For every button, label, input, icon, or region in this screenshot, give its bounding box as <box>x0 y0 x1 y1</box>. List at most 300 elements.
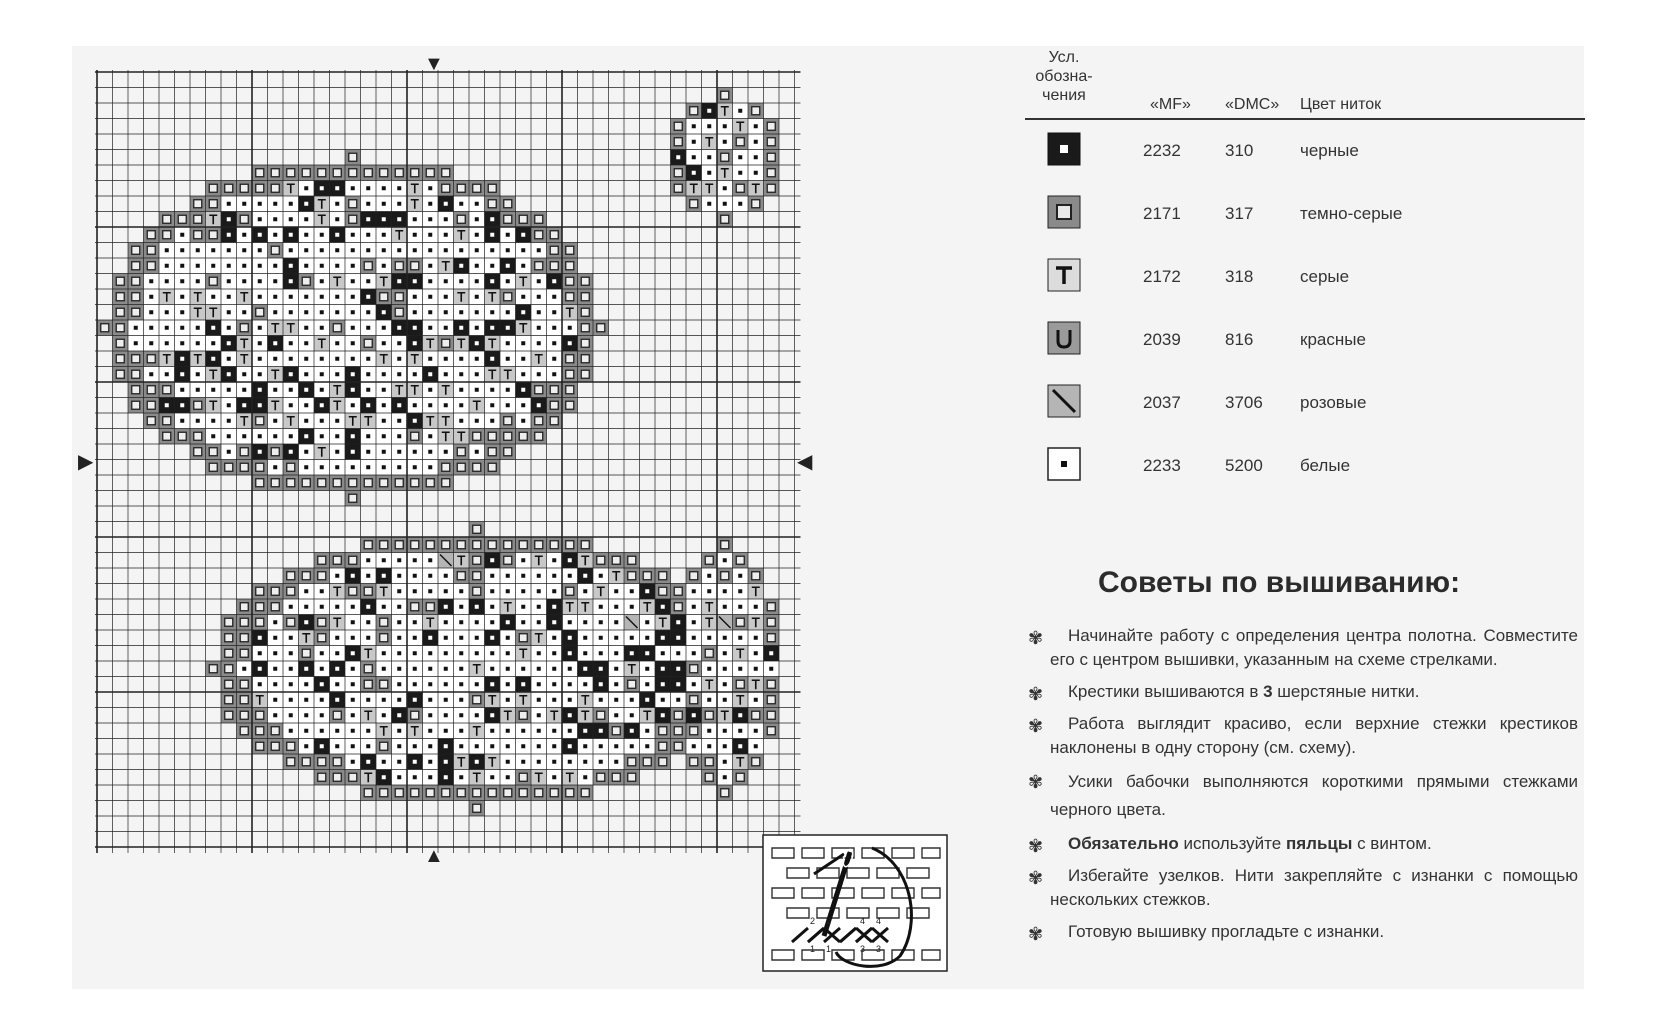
stitch-mark <box>318 634 326 642</box>
stitch-mark <box>318 773 326 781</box>
stitch-mark <box>320 310 324 314</box>
stitch-mark <box>240 649 248 657</box>
stitch-mark <box>568 651 572 655</box>
stitch-mark <box>411 479 419 487</box>
stitch-mark <box>273 682 277 686</box>
black-square-icon <box>1047 132 1081 166</box>
stitch-mark <box>723 775 727 779</box>
stitch-mark <box>351 248 355 252</box>
stitch-mark <box>273 388 277 392</box>
stitch-mark <box>304 248 308 252</box>
stitch-mark <box>227 310 231 314</box>
stitch-mark <box>382 434 386 438</box>
stitch-mark <box>614 636 618 640</box>
stitch-mark <box>473 525 481 533</box>
stitch-mark <box>457 789 465 797</box>
stitch-mark <box>225 634 233 642</box>
stitch-mark <box>661 636 665 640</box>
stitch-mark <box>674 122 682 130</box>
stitch-mark <box>320 729 324 733</box>
stitch-mark <box>211 434 215 438</box>
stitch-mark <box>289 667 293 671</box>
stitch-mark <box>351 713 355 717</box>
stitch-mark <box>583 760 587 764</box>
stitch-mark <box>444 651 448 655</box>
stitch-mark <box>552 295 556 299</box>
stitch-mark <box>271 184 279 192</box>
stitch-mark <box>459 419 463 423</box>
stitch-mark <box>289 248 293 252</box>
stitch-mark <box>444 372 448 376</box>
stitch-mark <box>705 556 713 564</box>
tip-item <box>1028 624 1578 672</box>
stitch-mark <box>676 620 680 624</box>
stitch-mark <box>227 248 231 252</box>
stitch-mark <box>320 713 324 717</box>
stitch-mark <box>444 357 448 361</box>
stitch-mark <box>227 434 231 438</box>
stitch-mark <box>707 589 711 593</box>
stitch-mark <box>705 711 713 719</box>
stitch-mark <box>490 248 494 252</box>
stitch-mark <box>444 589 448 593</box>
stitch-mark <box>335 450 339 454</box>
tip-item <box>1028 768 1578 824</box>
stitch-mark <box>209 665 217 673</box>
stitch-mark <box>738 202 742 206</box>
stitch-mark <box>273 264 277 268</box>
stitch-mark <box>581 293 589 301</box>
stitch-mark <box>413 419 417 423</box>
stitch-mark <box>242 233 246 237</box>
stitch-mark <box>473 556 481 564</box>
stitch-mark <box>397 574 401 578</box>
stitch-mark <box>459 713 463 717</box>
stitch-mark <box>690 572 698 580</box>
stitch-mark <box>395 789 403 797</box>
stitch-mark <box>304 264 308 268</box>
stitch-mark <box>397 698 401 702</box>
stitch-mark <box>289 202 293 206</box>
stitch-mark <box>550 401 558 409</box>
stitch-mark <box>318 479 326 487</box>
stitch-mark <box>767 138 775 146</box>
stitch-mark <box>240 727 248 735</box>
stitch-mark <box>754 729 758 733</box>
stitch-mark <box>132 308 140 316</box>
stitch-mark <box>413 233 417 237</box>
stitch-mark <box>227 403 231 407</box>
stitch-mark <box>366 388 370 392</box>
legend-dmc: 5200 <box>1225 456 1263 475</box>
stitch-mark <box>506 667 510 671</box>
stitch-mark <box>256 727 264 735</box>
stitch-mark <box>351 279 355 283</box>
stitch-mark <box>444 279 448 283</box>
stitch-mark <box>599 760 603 764</box>
stitch-mark <box>723 140 727 144</box>
tip-text: Крестики вышиваются в 3 шерстяные нитки. <box>1068 682 1420 701</box>
stitch-mark <box>349 215 357 223</box>
stitch-mark <box>552 605 556 609</box>
stitch-mark <box>397 202 401 206</box>
stitch-mark <box>428 264 432 268</box>
stitch-mark <box>506 574 510 578</box>
stitch-mark <box>767 184 775 192</box>
stitch-mark <box>521 310 525 314</box>
stitch-mark <box>752 711 760 719</box>
stitch-mark <box>473 587 481 595</box>
stitch-mark <box>397 775 401 779</box>
chart-grid <box>95 70 815 870</box>
stitch-mark <box>459 605 463 609</box>
stitch-mark <box>552 589 556 593</box>
stitch-mark <box>583 775 587 779</box>
stitch-mark <box>674 742 682 750</box>
stitch-mark <box>366 295 370 299</box>
stitch-mark <box>320 295 324 299</box>
stitch-mark <box>382 574 386 578</box>
stitch-mark <box>304 310 308 314</box>
stitch-mark <box>351 264 355 268</box>
stitch-mark <box>490 729 494 733</box>
stitch-mark <box>723 667 727 671</box>
stitch-mark <box>180 248 184 252</box>
stitch-mark <box>550 246 558 254</box>
stitch-mark <box>444 620 448 624</box>
stitch-mark <box>674 138 682 146</box>
stitch-mark <box>614 589 618 593</box>
stitch-mark <box>490 589 494 593</box>
stitch-mark <box>289 713 293 717</box>
stitch-mark <box>351 310 355 314</box>
stitch-mark <box>413 450 417 454</box>
u-symbol-icon <box>1047 321 1081 355</box>
stitch-mark <box>506 357 510 361</box>
stitch-mark <box>413 682 417 686</box>
stitch-mark <box>473 463 481 471</box>
stitch-mark <box>692 589 696 593</box>
stitch-mark <box>444 760 448 764</box>
stitch-mark <box>242 388 246 392</box>
stitch-mark <box>537 667 541 671</box>
stitch-mark <box>628 572 636 580</box>
stitch-mark <box>444 202 448 206</box>
stitch-mark <box>116 355 124 363</box>
stitch-mark <box>304 667 308 671</box>
stitch-mark <box>442 463 450 471</box>
stitch-mark <box>537 341 541 345</box>
stitch-mark <box>692 713 696 717</box>
stitch-mark <box>643 572 651 580</box>
stitch-mark <box>289 310 293 314</box>
stitch-mark <box>351 388 355 392</box>
stitch-mark <box>738 636 742 640</box>
stitch-mark <box>397 248 401 252</box>
stitch-mark <box>645 589 649 593</box>
stitch-mark <box>488 463 496 471</box>
stitch-mark <box>428 636 432 640</box>
stitch-mark <box>163 386 171 394</box>
stitch-mark <box>382 341 386 345</box>
stitch-mark <box>475 202 479 206</box>
stitch-mark <box>395 479 403 487</box>
stitch-mark <box>364 789 372 797</box>
stitch-mark <box>612 556 620 564</box>
stitch-mark <box>521 682 525 686</box>
stitch-mark <box>163 231 171 239</box>
stitch-mark <box>242 264 246 268</box>
stitch-mark <box>736 184 744 192</box>
stitch-mark <box>428 186 432 190</box>
stitch-mark <box>242 434 246 438</box>
stitch-mark <box>473 432 481 440</box>
stitch-mark <box>614 667 618 671</box>
legend-header-symbol: Усл. обозна- чения <box>1035 49 1093 104</box>
stitch-mark <box>537 682 541 686</box>
stitch-mark <box>659 758 667 766</box>
diagonal-symbol-icon <box>1047 384 1081 418</box>
center-arrow-left-icon: ▶ <box>78 451 94 473</box>
stitch-mark <box>304 620 308 624</box>
stitch-mark <box>382 403 386 407</box>
stitch-mark <box>707 729 711 733</box>
stitch-mark <box>444 698 448 702</box>
stitch-mark <box>614 651 618 655</box>
stitch-mark <box>335 682 339 686</box>
stitch-mark <box>196 388 200 392</box>
stitch-mark <box>537 310 541 314</box>
legend-color: белые <box>1300 456 1351 475</box>
stitch-mark <box>692 140 696 144</box>
stitch-mark <box>335 372 339 376</box>
stitch-mark <box>273 465 277 469</box>
stitch-mark <box>225 184 233 192</box>
stitch-mark <box>413 279 417 283</box>
stitch-mark <box>304 341 308 345</box>
stitch-mark <box>769 651 773 655</box>
stitch-mark <box>568 667 572 671</box>
stitch-mark <box>351 605 355 609</box>
center-arrow-right-icon: ◀ <box>797 451 813 473</box>
stitch-mark <box>645 636 649 640</box>
stitch-mark <box>165 310 169 314</box>
stitch-mark <box>196 264 200 268</box>
stitch-mark <box>583 574 587 578</box>
stitch-mark <box>382 310 386 314</box>
stitch-mark <box>258 233 262 237</box>
stitch-mark <box>304 698 308 702</box>
stitch-mark <box>227 279 231 283</box>
stitch-mark <box>366 574 370 578</box>
stitch-mark <box>552 698 556 702</box>
stitch-mark <box>444 605 448 609</box>
stitch-mark <box>147 231 155 239</box>
stitch-mark <box>581 277 589 285</box>
stitch-mark <box>397 341 401 345</box>
stitch-mark <box>566 401 574 409</box>
stitch-mark <box>767 122 775 130</box>
stitch-mark <box>519 634 527 642</box>
stitch-mark <box>752 572 760 580</box>
stitch-mark <box>473 789 481 797</box>
stitch-mark <box>723 186 727 190</box>
stitch-mark <box>537 574 541 578</box>
stitch-mark <box>490 419 494 423</box>
stitch-mark <box>723 744 727 748</box>
stitch-mark <box>692 651 696 655</box>
stitch-mark <box>132 277 140 285</box>
stitch-mark <box>506 589 510 593</box>
stitch-mark <box>304 434 308 438</box>
stitch-mark <box>209 184 217 192</box>
stitch-mark <box>442 541 450 549</box>
stitch-mark <box>645 620 649 624</box>
stitch-mark <box>227 295 231 299</box>
stitch-mark <box>723 636 727 640</box>
stitch-mark <box>459 589 463 593</box>
stitch-mark <box>537 744 541 748</box>
stitch-mark <box>645 667 649 671</box>
stitch-mark <box>630 605 634 609</box>
stitch-mark <box>552 574 556 578</box>
stitch-mark <box>457 215 465 223</box>
stitch-mark <box>382 186 386 190</box>
stitch-mark <box>335 264 339 268</box>
stitch-mark <box>767 680 775 688</box>
stitch-mark <box>335 636 339 640</box>
stitch-mark <box>583 636 587 640</box>
stitch-mark <box>271 448 279 456</box>
stitch-mark <box>209 463 217 471</box>
stitch-mark <box>364 680 372 688</box>
stitch-mark <box>506 264 510 268</box>
stitch-mark <box>273 310 277 314</box>
stitch-mark <box>723 202 727 206</box>
stitch-mark <box>550 231 558 239</box>
stitch-mark <box>568 574 572 578</box>
legend-mf: 2171 <box>1143 204 1181 223</box>
stitch-mark <box>537 248 541 252</box>
stitch-mark <box>506 682 510 686</box>
stitch-mark <box>628 556 636 564</box>
stitch-mark <box>304 450 308 454</box>
stitch-mark <box>351 295 355 299</box>
stitch-mark <box>163 215 171 223</box>
stitch-mark <box>628 758 636 766</box>
stitch-mark <box>723 605 727 609</box>
stitch-mark <box>659 572 667 580</box>
stitch-mark <box>583 589 587 593</box>
stitch-mark <box>428 357 432 361</box>
stitch-mark <box>320 279 324 283</box>
stitch-mark <box>413 403 417 407</box>
stitch-mark <box>707 667 711 671</box>
stitch-mark <box>289 279 293 283</box>
stitch-mark <box>504 789 512 797</box>
stitch-mark <box>382 651 386 655</box>
stitch-mark <box>240 603 248 611</box>
stitch-mark <box>225 711 233 719</box>
stitch-mark <box>289 682 293 686</box>
legend-dmc: 318 <box>1225 267 1254 286</box>
stitch-mark <box>475 760 479 764</box>
stitch-mark <box>413 744 417 748</box>
stitch-mark <box>273 233 277 237</box>
stitch-mark <box>256 169 264 177</box>
stitch-mark <box>552 636 556 640</box>
stitch-mark <box>521 589 525 593</box>
stitch-mark <box>475 605 479 609</box>
stitch-mark <box>444 326 448 330</box>
stitch-mark <box>382 713 386 717</box>
stitch-mark <box>475 341 479 345</box>
stitch-mark <box>349 169 357 177</box>
stitch-mark <box>163 417 171 425</box>
stitch-mark <box>349 479 357 487</box>
stitch-mark <box>506 326 510 330</box>
stitch-mark <box>395 262 403 270</box>
stitch-mark <box>366 729 370 733</box>
stitch-mark <box>335 186 339 190</box>
stitch-mark <box>366 310 370 314</box>
stitch-mark <box>754 667 758 671</box>
stitch-mark <box>488 448 496 456</box>
stitch-mark <box>209 277 217 285</box>
stitch-mark <box>643 758 651 766</box>
stitch-mark <box>335 341 339 345</box>
stitch-mark <box>459 667 463 671</box>
stitch-mark <box>395 308 403 316</box>
stitch-mark <box>380 680 388 688</box>
stitch-mark <box>258 295 262 299</box>
stitch-mark <box>351 760 355 764</box>
stitch-mark <box>395 169 403 177</box>
stitch-mark <box>165 372 169 376</box>
stitch-mark <box>413 574 417 578</box>
legend-mf: 2039 <box>1143 330 1181 349</box>
stitch-mark <box>116 324 124 332</box>
stitch-mark <box>380 479 388 487</box>
stitch-mark <box>304 186 308 190</box>
stitch-mark <box>335 729 339 733</box>
stitch-mark <box>428 434 432 438</box>
stitch-mark <box>413 372 417 376</box>
stitch-mark <box>366 698 370 702</box>
stitch-mark <box>630 698 634 702</box>
stitch-mark <box>597 711 605 719</box>
stitch-mark <box>519 773 527 781</box>
stitch-mark <box>335 357 339 361</box>
legend-mf: 2232 <box>1143 141 1181 160</box>
stitch-mark <box>692 744 696 748</box>
stitch-mark <box>630 729 634 733</box>
stitch-mark <box>240 634 248 642</box>
stitch-mark <box>364 339 372 347</box>
stitch-mark <box>459 310 463 314</box>
stitch-mark <box>132 293 140 301</box>
stitch-direction-diagram <box>762 834 948 972</box>
stitch-mark <box>754 698 758 702</box>
stitch-mark <box>767 727 775 735</box>
stitch-mark <box>473 696 481 704</box>
stitch-mark <box>335 667 339 671</box>
stitch-mark <box>411 711 419 719</box>
stitch-mark <box>552 357 556 361</box>
stitch-mark <box>537 651 541 655</box>
stitch-mark <box>349 200 357 208</box>
stitch-mark <box>366 186 370 190</box>
